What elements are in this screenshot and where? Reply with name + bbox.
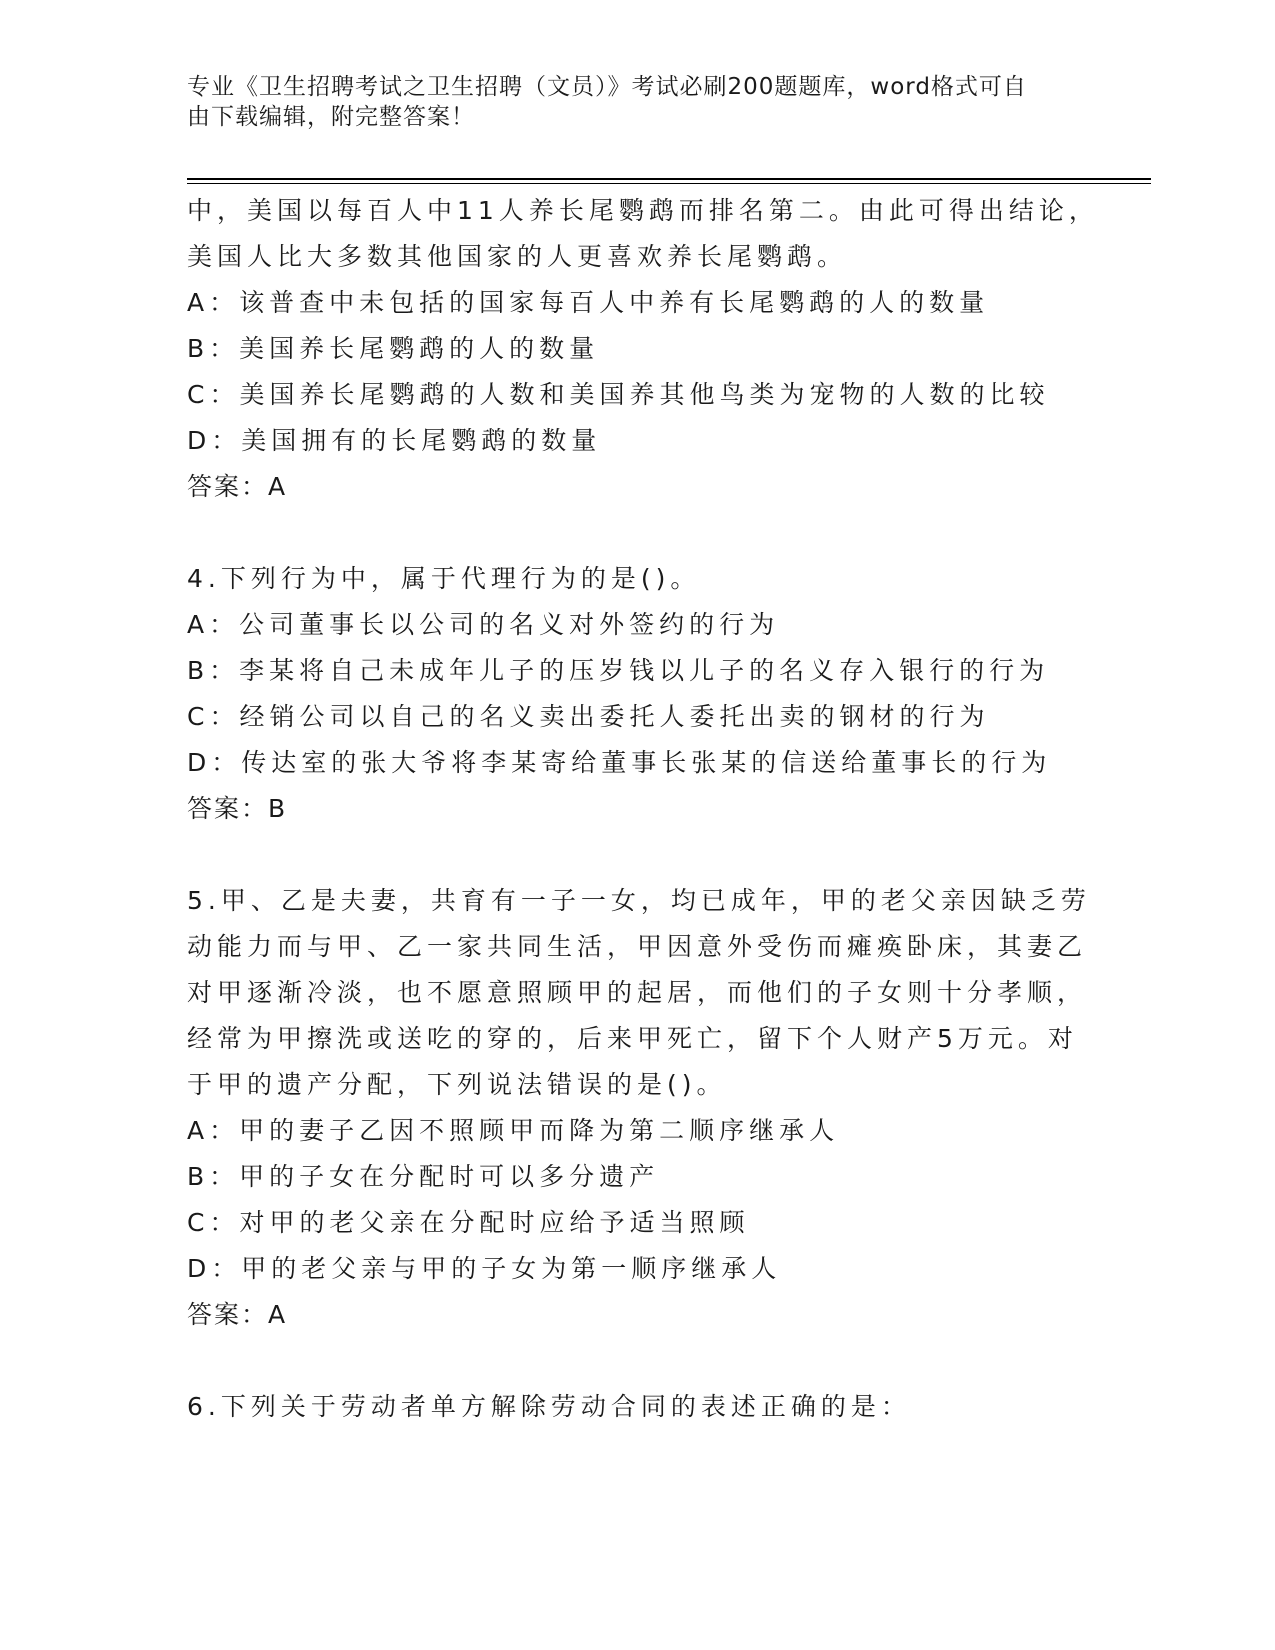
question-spacer (187, 510, 1087, 556)
question-stem-line: 于甲的遗产分配，下列说法错误的是()。 (187, 1070, 727, 1099)
question-stem-line: 4.下列行为中，属于代理行为的是()。 (187, 564, 701, 593)
header-divider-thick (187, 178, 1151, 180)
option-c: C：经销公司以自己的名义卖出委托人委托出卖的钢材的行为 (187, 702, 990, 731)
option-c: C：美国养长尾鹦鹉的人数和美国养其他鸟类为宠物的人数的比较 (187, 380, 1050, 409)
question-stem-line: 中，美国以每百人中11人养长尾鹦鹉而排名第二。由此可得出结论， (187, 196, 1099, 225)
option-d: D：甲的老父亲与甲的子女为第一顺序继承人 (187, 1254, 782, 1283)
header-title-line-2: 由下载编辑，附完整答案！ (187, 104, 475, 130)
option-a: A：甲的妻子乙因不照顾甲而降为第二顺序继承人 (187, 1116, 840, 1145)
question-stem-line: 动能力而与甲、乙一家共同生活，甲因意外受伤而瘫痪卧床，其妻乙 (187, 932, 1088, 961)
header-divider-thin (187, 183, 1151, 184)
option-b: B：美国养长尾鹦鹉的人的数量 (187, 334, 600, 363)
option-b: B：李某将自己未成年儿子的压岁钱以儿子的名义存入银行的行为 (187, 656, 1050, 685)
question-stem-line: 6.下列关于劳动者单方解除劳动合同的表述正确的是： (187, 1392, 911, 1421)
question-stem-line: 美国人比大多数其他国家的人更喜欢养长尾鹦鹉。 (187, 242, 848, 271)
question-list (187, 188, 1099, 1430)
question-stem-line: 对甲逐渐冷淡，也不愿意照顾甲的起居，而他们的子女则十分孝顺， (187, 978, 1088, 1007)
option-c: C：对甲的老父亲在分配时应给予适当照顾 (187, 1208, 750, 1237)
option-a: A：该普查中未包括的国家每百人中养有长尾鹦鹉的人的数量 (187, 288, 990, 317)
option-a: A：公司董事长以公司的名义对外签约的行为 (187, 610, 780, 639)
question-spacer (187, 1338, 1087, 1384)
question-4 (187, 556, 1087, 832)
option-b: B：甲的子女在分配时可以多分遗产 (187, 1162, 660, 1191)
question-stem-line: 经常为甲擦洗或送吃的穿的，后来甲死亡，留下个人财产5万元。对 (187, 1024, 1078, 1053)
option-d: D：传达室的张大爷将李某寄给董事长张某的信送给董事长的行为 (187, 748, 1052, 777)
question-3 (187, 188, 1099, 510)
header-title-line-1: 专业《卫生招聘考试之卫生招聘（文员）》考试必刷200题题库，word格式可自 (187, 74, 1027, 100)
option-d: D：美国拥有的长尾鹦鹉的数量 (187, 426, 602, 455)
answer-line: 答案：A (187, 1300, 288, 1329)
question-5 (187, 878, 1091, 1338)
question-6 (187, 1384, 1087, 1430)
answer-line: 答案：A (187, 472, 288, 501)
document-header (187, 72, 1067, 132)
question-stem-line: 5.甲、乙是夫妻，共育有一子一女，均已成年，甲的老父亲因缺乏劳 (187, 886, 1091, 915)
question-spacer (187, 832, 1087, 878)
answer-line: 答案：B (187, 794, 288, 823)
